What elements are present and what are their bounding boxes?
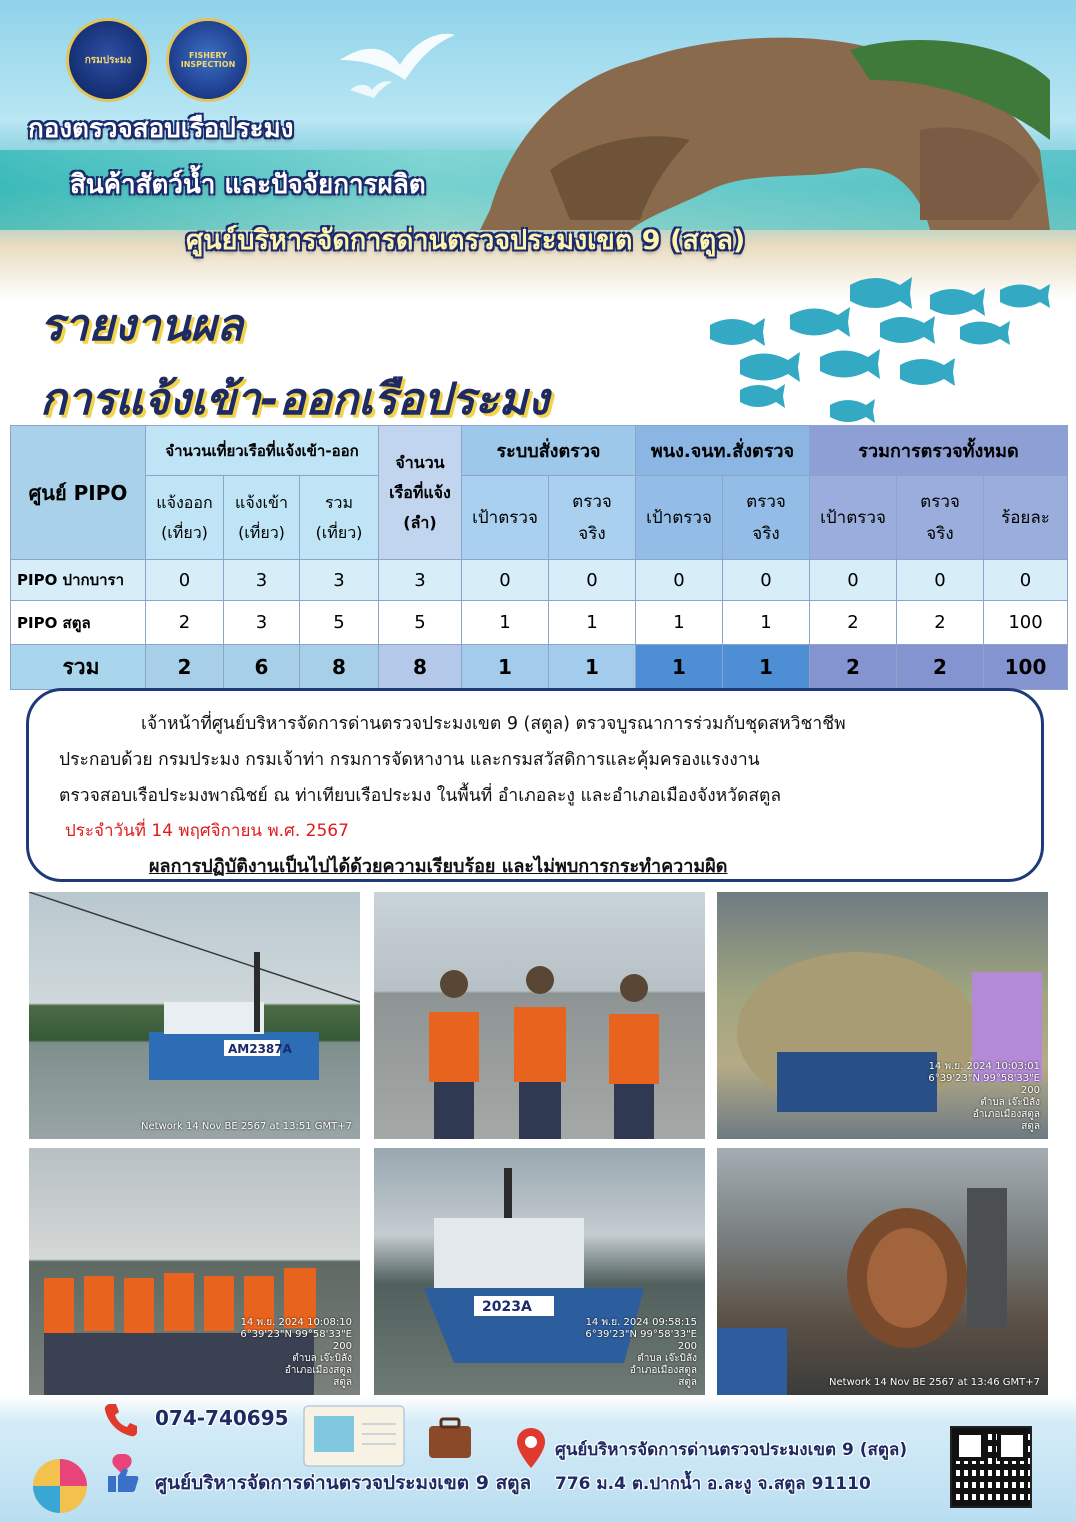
cell-tot-actual: 2: [897, 601, 984, 645]
cell-percent: 0: [984, 560, 1068, 601]
rock-arch-image: [450, 20, 1050, 230]
summary-line3: ตรวจสอบเรือประมงพาณิชย์ ณ ท่าเทียบเรือประมง ในพื้นที่ อำเภอละงู และอำเภอเมืองจังหวัดสตูล: [59, 786, 782, 806]
subheader-off-actual: ตรวจ จริง: [723, 476, 810, 560]
report-title-line1: รายงานผล: [40, 300, 244, 351]
crew-image: [374, 892, 705, 1139]
photo-crew-group: [29, 1148, 360, 1395]
cell-sum: 5: [300, 601, 379, 645]
cell-tot-target: 2: [810, 645, 897, 690]
photo-winch: [717, 1148, 1048, 1395]
subheader-tot-actual: ตรวจ จริง: [897, 476, 984, 560]
facebook-page-name[interactable]: ศูนย์บริหารจัดการด่านตรวจประมงเขต 9 สตูล: [155, 1472, 532, 1494]
subheader-out: แจ้งออก (เที่ยว): [146, 476, 224, 560]
cell-tot-actual: 2: [897, 645, 984, 690]
header-banner: [0, 0, 1076, 300]
cell-out: 2: [146, 601, 224, 645]
subheader-in: แจ้งเข้า (เที่ยว): [224, 476, 300, 560]
photo-stamp: 14 พ.ย. 2024 09:58:15 6°39'23"N 99°58'33"E 200 ตำบล เจ๊ะบิลัง อำเภอเมืองสตูล สตูล: [585, 1317, 697, 1388]
header-system-inspection: ระบบสั่งตรวจ: [462, 426, 636, 476]
postcard-icon: [300, 1400, 410, 1470]
header-center: ศูนย์ PIPO: [11, 426, 146, 560]
cell-boats: 8: [379, 645, 462, 690]
header-boats: จำนวน เรือที่แจ้ง (ลำ): [379, 426, 462, 560]
fishery-inspection-logo: FISHERY INSPECTION: [166, 18, 250, 102]
header-officer-inspection: พนง.จนท.สั่งตรวจ: [636, 426, 810, 476]
cell-off-actual: 1: [723, 601, 810, 645]
header-total-inspection: รวมการตรวจทั้งหมด: [810, 426, 1068, 476]
cell-sys-target: 1: [462, 601, 549, 645]
seagull-icon: [330, 20, 460, 110]
contact-phone[interactable]: 074-740695: [155, 1406, 289, 1430]
report-title-line2: การแจ้งเข้า-ออกเรือประมง: [40, 374, 549, 425]
summary-line1: เจ้าหน้าที่ศูนย์บริหารจัดการด่านตรวจประมงเขต 9 (สตูล) ตรวจบูรณาการร่วมกับชุดสหวิชาชีพ: [141, 714, 846, 734]
cell-sys-target: 0: [462, 560, 549, 601]
header-trips: จำนวนเที่ยวเรือที่แจ้งเข้า-ออก: [146, 426, 379, 476]
center-name: ศูนย์บริหารจัดการด่านตรวจประมงเขต 9 (สตูล): [186, 225, 746, 256]
photo-stamp: Network 14 Nov BE 2567 at 13:51 GMT+7: [141, 1121, 352, 1132]
cell-sum: 8: [300, 645, 379, 690]
beach-ball-icon: [30, 1456, 90, 1516]
cell-sys-actual: 1: [549, 645, 636, 690]
photo-crew-inspection: [374, 892, 705, 1139]
cell-off-target: 1: [636, 601, 723, 645]
subheader-tot-target: เป้าตรวจ: [810, 476, 897, 560]
winch-image: [717, 1148, 1048, 1395]
qr-code[interactable]: [950, 1426, 1032, 1508]
cell-sys-actual: 1: [549, 601, 636, 645]
result-statement: ผลการปฏิบัติงานเป็นไปได้ด้วยความเรียบร้อย และไม่พบการกระทำความผิด: [149, 856, 728, 877]
boat-id-label: 2023A: [482, 1299, 532, 1315]
table-row: [11, 601, 1068, 645]
cell-off-actual: 1: [723, 645, 810, 690]
cell-tot-target: 0: [810, 560, 897, 601]
department-of-fisheries-logo: กรมประมง: [66, 18, 150, 102]
row-center-name: PIPO สตูล: [11, 601, 146, 645]
report-date: ประจำวันที่ 14 พฤศจิกายน พ.ศ. 2567: [65, 821, 349, 841]
photo-fishing-net: [717, 892, 1048, 1139]
photo-fishing-boat: [29, 892, 360, 1139]
cell-sys-actual: 0: [549, 560, 636, 601]
subheader-off-target: เป้าตรวจ: [636, 476, 723, 560]
cell-tot-actual: 0: [897, 560, 984, 601]
suitcase-icon: [425, 1416, 475, 1462]
pipo-report-table: [10, 425, 1068, 690]
boat-image: [29, 892, 360, 1139]
photo-stamp: 14 พ.ย. 2024 10:03:01 6°39'23"N 99°58'33"E 200 ตำบล เจ๊ะบิลัง อำเภอเมืองสตูล สตูล: [928, 1061, 1040, 1132]
cell-in: 3: [224, 601, 300, 645]
cell-in: 6: [224, 645, 300, 690]
cell-out: 2: [146, 645, 224, 690]
cell-sum: 3: [300, 560, 379, 601]
cell-boats: 5: [379, 601, 462, 645]
footer: [0, 1396, 1076, 1522]
table-total-row: [11, 645, 1068, 690]
subheader-sys-actual: ตรวจ จริง: [549, 476, 636, 560]
cell-off-actual: 0: [723, 560, 810, 601]
cell-out: 0: [146, 560, 224, 601]
photo-trawler: [374, 1148, 705, 1395]
subheader-sum: รวม (เที่ยว): [300, 476, 379, 560]
summary-box: [26, 688, 1044, 882]
subheader-percent: ร้อยละ: [984, 476, 1068, 560]
location-pin-icon: [515, 1426, 547, 1470]
facebook-like-icon: [100, 1450, 146, 1496]
table-row: [11, 560, 1068, 601]
cell-sys-target: 1: [462, 645, 549, 690]
cell-in: 3: [224, 560, 300, 601]
row-center-name: PIPO ปากบารา: [11, 560, 146, 601]
cell-tot-target: 2: [810, 601, 897, 645]
address-line2: 776 ม.4 ต.ปากน้ำ อ.ละงู จ.สตูล 91110: [555, 1474, 871, 1494]
summary-line2: ประกอบด้วย กรมประมง กรมเจ้าท่า กรมการจัดหางาน และกรมสวัสดิการและคุ้มครองแรงงาน: [59, 750, 760, 770]
address-line1: ศูนย์บริหารจัดการด่านตรวจประมงเขต 9 (สตูล): [555, 1440, 908, 1460]
boat-id-label: AM2387A: [228, 1042, 292, 1056]
cell-off-target: 1: [636, 645, 723, 690]
subheader-sys-target: เป้าตรวจ: [462, 476, 549, 560]
division-subname: สินค้าสัตว์น้ำ และปัจจัยการผลิต: [70, 170, 426, 200]
photo-stamp: 14 พ.ย. 2024 10:08:10 6°39'23"N 99°58'33"E 200 ตำบล เจ๊ะบิลัง อำเภอเมืองสตูล สตูล: [240, 1317, 352, 1388]
cell-percent: 100: [984, 601, 1068, 645]
cell-percent: 100: [984, 645, 1068, 690]
cell-off-target: 0: [636, 560, 723, 601]
division-name: กองตรวจสอบเรือประมง: [28, 114, 294, 144]
cell-boats: 3: [379, 560, 462, 601]
phone-icon: [100, 1400, 140, 1440]
photo-stamp: Network 14 Nov BE 2567 at 13:46 GMT+7: [829, 1377, 1040, 1388]
fish-school-icon: [700, 265, 1070, 425]
row-total-label: รวม: [11, 645, 146, 690]
